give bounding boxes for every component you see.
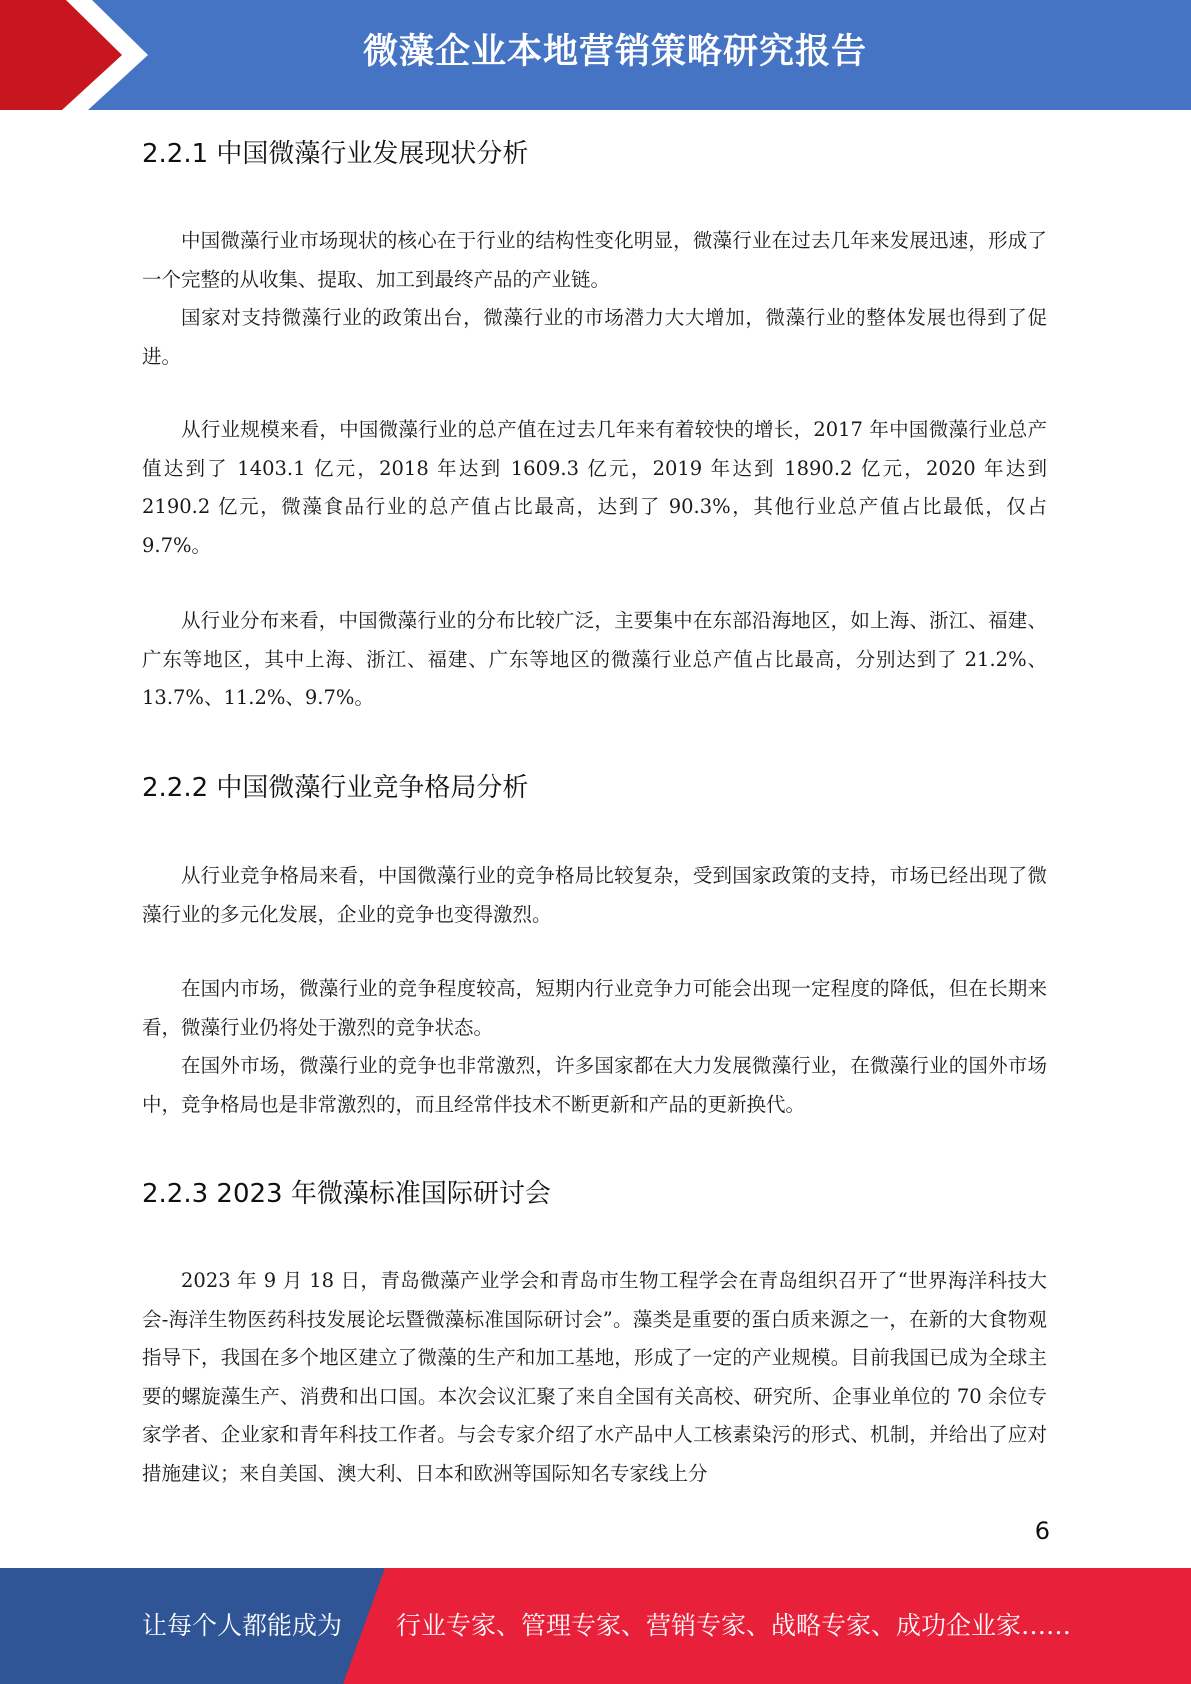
- report-title: 微藻企业本地营销策略研究报告: [362, 32, 867, 72]
- paragraph: 在国外市场，微藻行业的竞争也非常激烈，许多国家都在大力发展微藻行业，在微藻行业的国外市场中，竞争格局也是非常激烈的，而且经常伴技术不断更新和产品的更新换代。: [142, 1054, 1047, 1116]
- paragraph: 从行业规模来看，中国微藻行业的总产值在过去几年来有着较快的增长，2017 年中国微藻行业总产值达到了 1403.1 亿元，2018 年达到 1609.3 亿元，2019 年达到 1890.2 亿元，2020 年达到 2190.2 亿元，微藻食品行业的总产值占比最高，达到了 90.3%，其他行业总产值占比最低，仅占 9.7%。: [142, 418, 1047, 557]
- page-footer: [0, 1568, 1191, 1684]
- paragraph: 中国微藻行业市场现状的核心在于行业的结构性变化明显，微藻行业在过去几年来发展迅速，形成了一个完整的从收集、提取、加工到最终产品的产业链。: [142, 229, 1047, 291]
- paragraph: 国家对支持微藻行业的政策出台，微藻行业的市场潜力大大增加，微藻行业的整体发展也得到了促进。: [142, 306, 1047, 368]
- paragraph: 在国内市场，微藻行业的竞争程度较高，短期内行业竞争力可能会出现一定程度的降低，但在长期来看，微藻行业仍将处于激烈的竞争状态。: [142, 977, 1047, 1039]
- section-heading-2-2-1: 2.2.1 中国微藻行业发展现状分析: [142, 139, 529, 169]
- footer-slogan-left: 让每个人都能成为: [142, 1611, 343, 1640]
- footer-slogan-right: 行业专家、管理专家、营销专家、战略专家、成功企业家……: [396, 1611, 1072, 1640]
- page-header: [0, 0, 1191, 110]
- section-heading-2-2-3: 2.2.3 2023 年微藻标准国际研讨会: [142, 1179, 551, 1209]
- paragraph: 从行业分布来看，中国微藻行业的分布比较广泛，主要集中在东部沿海地区，如上海、浙江、福建、广东等地区，其中上海、浙江、福建、广东等地区的微藻行业总产值占比最高，分别达到了 21.2%、13.7%、11.2%、9.7%。: [142, 609, 1047, 709]
- paragraph: 从行业竞争格局来看，中国微藻行业的竞争格局比较复杂，受到国家政策的支持，市场已经出现了微藻行业的多元化发展，企业的竞争也变得激烈。: [142, 864, 1047, 926]
- paragraph: 2023 年 9 月 18 日，青岛微藻产业学会和青岛市生物工程学会在青岛组织召开了“世界海洋科技大会-海洋生物医药科技发展论坛暨微藻标准国际研讨会”。藻类是重要的蛋白质来源之一，在新的大食物观指导下，我国在多个地区建立了微藻的生产和加工基地，形成了一定的产业规模。目前我国已成为全球主要的螺旋藻生产、消费和出口国。本次会议汇聚了来自全国有关高校、研究所、企事业单位的 70 余位专家学者、企业家和青年科技工作者。与会专家介绍了水产品中人工核素染污的形式、机制，并给出了应对措施建议；来自美国、澳大利、日本和欧洲等国际知名专家线上分: [142, 1269, 1047, 1485]
- page-number: 6: [1034, 1517, 1050, 1545]
- section-heading-2-2-2: 2.2.2 中国微藻行业竞争格局分析: [142, 773, 529, 803]
